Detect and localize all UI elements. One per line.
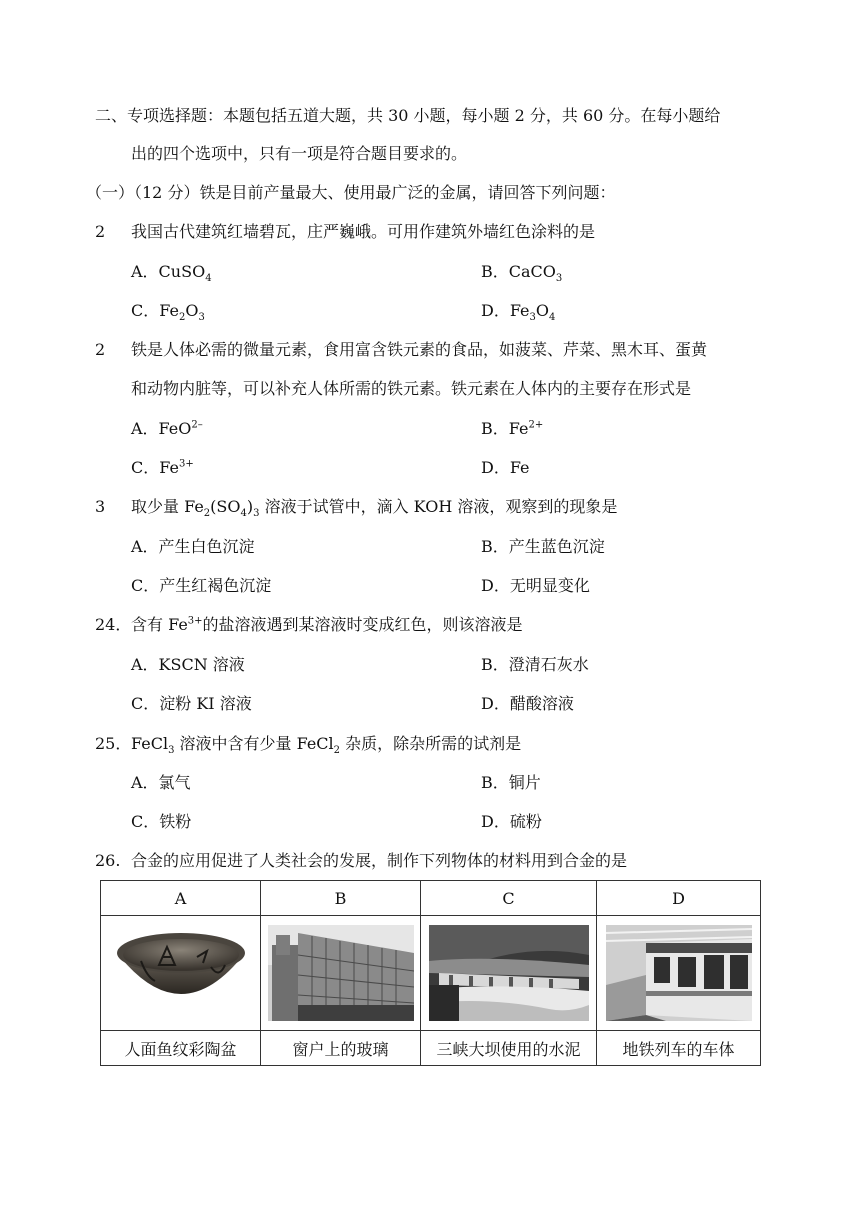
option-c: C．$Fe^{3+}$: [131, 458, 194, 477]
option-c: C．$Fe_2O_3$: [131, 301, 205, 324]
question-stem: 我国古代建筑红墙碧瓦，庄严巍峨。可用作建筑外墙红色涂料的是: [131, 222, 596, 241]
table-cell-image-b: [261, 916, 421, 1031]
table-caption-a: 人面鱼纹彩陶盆: [101, 1031, 261, 1066]
option-c: C．铁粉: [131, 812, 192, 831]
option-a: A．产生白色沉淀: [131, 537, 255, 556]
question-stem-line2: 和动物内脏等，可以补充人体所需的铁元素。铁元素在人体内的主要存在形式是: [131, 379, 692, 398]
option-d: D．无明显变化: [481, 576, 590, 595]
option-b: B．产生蓝色沉淀: [481, 537, 605, 556]
option-d: D．硫粉: [481, 812, 542, 831]
option-b: B．澄清石灰水: [481, 655, 589, 674]
section-heading-line2: 出的四个选项中，只有一项是符合题目要求的。: [131, 144, 468, 163]
table-header-c: C: [421, 881, 597, 916]
question-number: 24．: [95, 615, 132, 634]
option-a: A．KSCN 溶液: [131, 655, 245, 674]
question-stem: FeCl$_3$ 溶液中含有少量 FeCl$_2$ 杂质，除杂所需的试剂是: [131, 734, 522, 757]
glass-building-image: [268, 925, 414, 1021]
subway-train-image: [606, 925, 752, 1021]
table-cell-image-c: [421, 916, 597, 1031]
options-image-table: [100, 880, 761, 1066]
question-stem: 合金的应用促进了人类社会的发展，制作下列物体的材料用到合金的是: [131, 851, 628, 870]
question-number: 2: [95, 222, 106, 241]
table-cell-image-d: [597, 916, 761, 1031]
option-b: B．铜片: [481, 773, 541, 792]
option-d: D．醋酸溶液: [481, 694, 574, 713]
question-number: 26.: [95, 851, 121, 870]
table-header-d: D: [597, 881, 761, 916]
option-d: D．$Fe_3O_4$: [481, 301, 556, 324]
group-intro: （一）（12 分）铁是目前产量最大、使用最广泛的金属，请回答下列问题：: [86, 183, 616, 202]
table-caption-d: 地铁列车的车体: [597, 1031, 761, 1066]
option-a: A．FeO$^{2-}$: [131, 419, 203, 438]
question-stem: 取少量 $Fe_2(SO_4)_3$ 溶液于试管中，滴入 KOH 溶液，观察到的现象是: [131, 497, 618, 520]
question-number: 25．: [95, 734, 132, 753]
pottery-bowl-image: [111, 927, 251, 1019]
option-a: A．氯气: [131, 773, 191, 792]
question-stem-line1: 铁是人体必需的微量元素，食用富含铁元素的食品，如菠菜、芹菜、黑木耳、蛋黄: [131, 340, 708, 359]
question-number: 2: [95, 340, 106, 359]
option-d: D．Fe: [481, 458, 530, 477]
question-stem: 含有 $Fe^{3+}$的盐溶液遇到某溶液时变成红色，则该溶液是: [131, 615, 523, 634]
table-caption-b: 窗户上的玻璃: [261, 1031, 421, 1066]
option-c: C．产生红褐色沉淀: [131, 576, 272, 595]
table-cell-image-a: [101, 916, 261, 1031]
question-number: 3: [95, 497, 106, 516]
table-header-b: B: [261, 881, 421, 916]
option-a: A．CuSO$_4$: [131, 262, 212, 285]
table-header-a: A: [101, 881, 261, 916]
three-gorges-dam-image: [429, 925, 589, 1021]
table-caption-c: 三峡大坝使用的水泥: [421, 1031, 597, 1066]
section-heading-line1: 二、专项选择题：本题包括五道大题，共 30 小题，每小题 2 分，共 60 分。在每小题给: [95, 106, 721, 125]
option-b: B．$Fe^{2+}$: [481, 419, 544, 438]
option-c: C．淀粉 KI 溶液: [131, 694, 252, 713]
option-b: B．CaCO$_3$: [481, 262, 563, 285]
